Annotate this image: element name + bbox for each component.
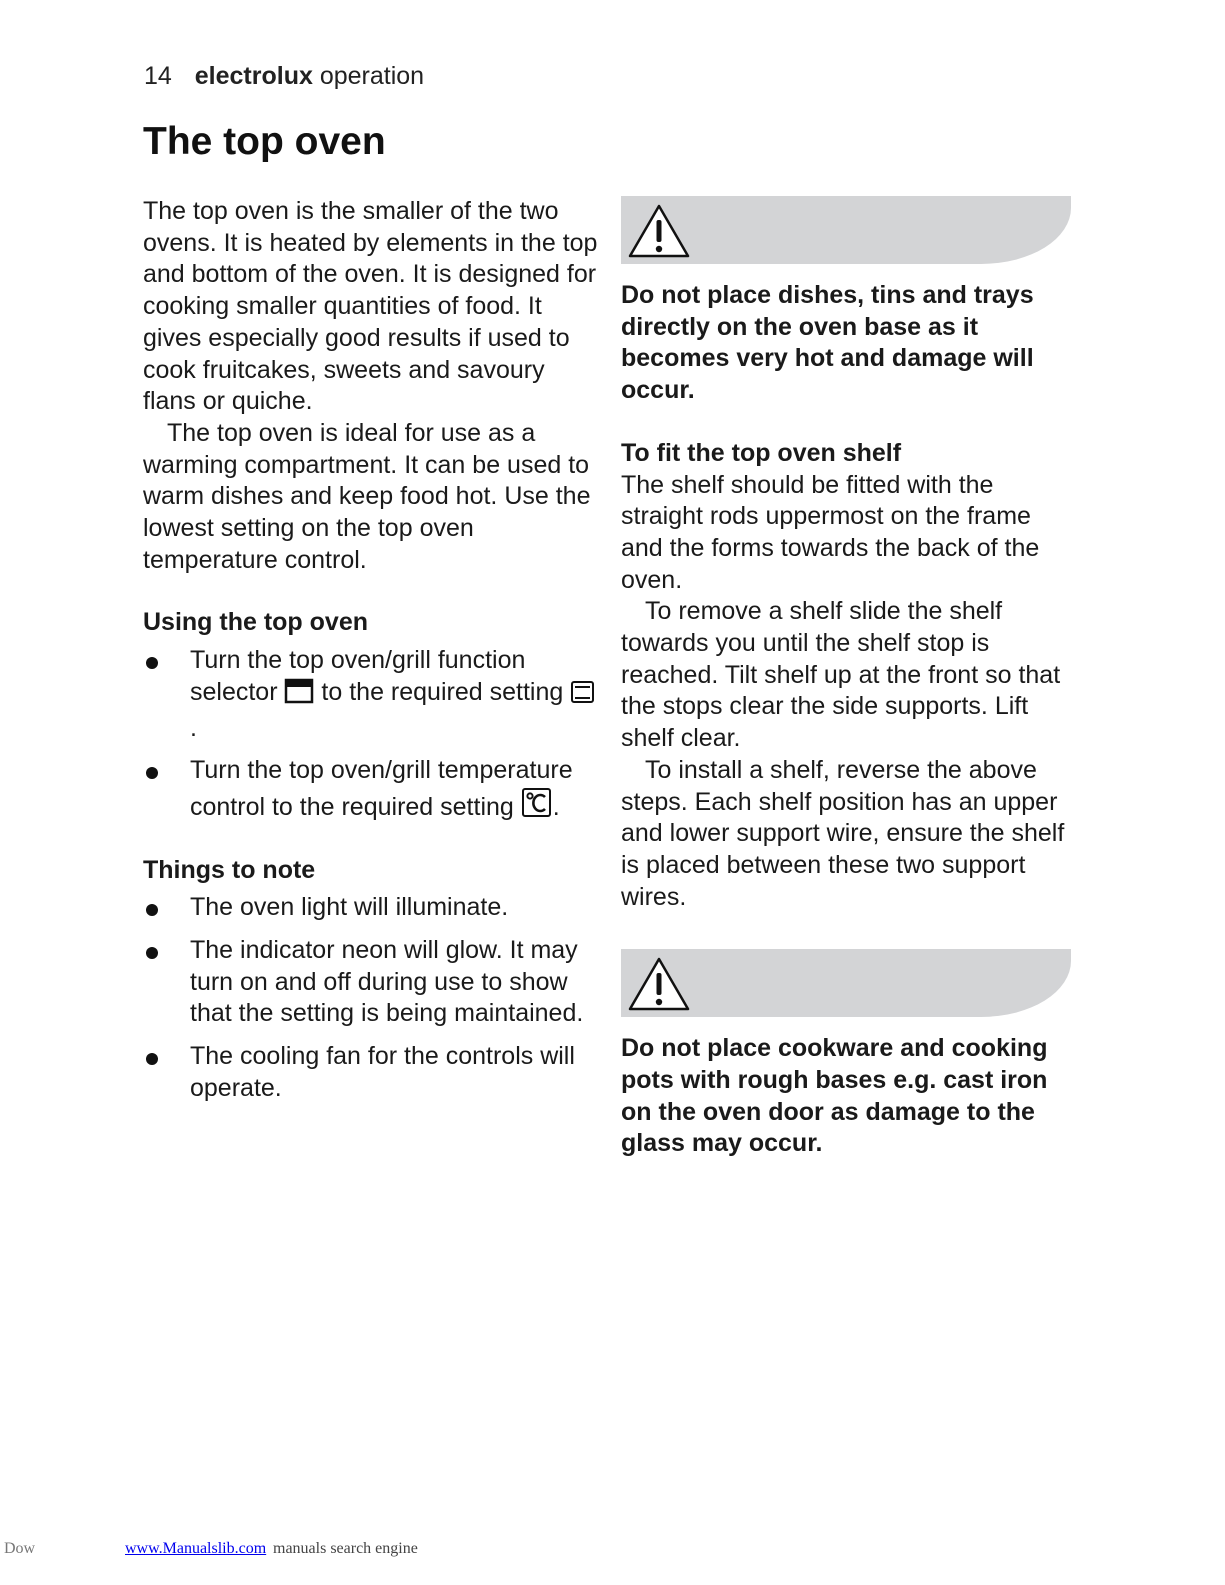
right-column	[621, 196, 1071, 1160]
shelf-heading: To fit the top oven shelf	[621, 438, 902, 467]
page-title: The top oven	[143, 120, 386, 163]
using-heading: Using the top oven	[143, 608, 368, 637]
list-item: Turn the top oven/grill temperature control to the required setting .	[143, 755, 603, 827]
page-header	[144, 62, 424, 91]
shelf-paragraph: To install a shelf, reverse the above steps. Each shelf position has an upper and lower support wire, ensure the shelf is placed between these two support wires.	[621, 755, 1065, 911]
list-item: The indicator neon will glow. It may turn on and off during use to show that the setting is being maintained.	[143, 935, 603, 1030]
top-oven-setting-icon	[570, 680, 596, 713]
section-name: operation	[319, 62, 425, 90]
bullet-icon	[146, 657, 158, 669]
manualslib-link[interactable]: www.Manualslib.com	[125, 1540, 267, 1557]
bullet-icon	[146, 1053, 158, 1065]
left-column	[143, 196, 603, 1116]
footer-prefix: Dow	[4, 1540, 36, 1557]
shelf-paragraph: To remove a shelf slide the shelf towards you until the shelf stop is reached. Tilt shelf up at the front so that the stops clear the side supports. Lift shelf clear.	[621, 597, 1061, 753]
brand-name: electrolux	[194, 62, 313, 90]
list-item: The oven light will illuminate.	[143, 892, 603, 924]
things-heading: Things to note	[143, 855, 316, 884]
celsius-icon	[521, 787, 553, 828]
page-number: 14	[144, 62, 172, 90]
bullet-icon	[146, 767, 158, 779]
footer-tagline: manuals search engine	[273, 1540, 418, 1557]
warning-text: Do not place dishes, tins and trays directly on the oven base as it becomes very hot and damage will occur.	[621, 281, 1034, 405]
warning-triangle-icon	[627, 955, 691, 1013]
function-selector-icon	[284, 678, 314, 713]
using-list	[143, 645, 603, 828]
warning-banner	[621, 196, 1071, 264]
list-item: The cooling fan for the controls will operate.	[143, 1041, 603, 1104]
warming-paragraph: The top oven is ideal for use as a warming compartment. It can be used to warm dishes and keep food hot. Use the lowest setting on the top oven temperature control.	[143, 418, 591, 574]
list-item: Turn the top oven/grill function selector to the required setting .	[143, 645, 603, 744]
intro-paragraph: The top oven is the smaller of the two ovens. It is heated by elements in the top and bottom of the oven. It is designed for cooking smaller quantities of food. It gives especially good results if used to cook fruitcakes, sweets and savoury flans or quiche.	[143, 197, 598, 416]
warning-triangle-icon	[627, 202, 691, 260]
things-list	[143, 892, 603, 1104]
warning-banner	[621, 949, 1071, 1017]
shelf-paragraph: The shelf should be fitted with the straight rods uppermost on the frame and the forms towards the back of the oven.	[621, 470, 1040, 594]
bullet-icon	[146, 904, 158, 916]
warning-text: Do not place cookware and cooking pots with rough bases e.g. cast iron on the oven door as damage to the glass may occur.	[621, 1034, 1048, 1158]
bullet-icon	[146, 947, 158, 959]
